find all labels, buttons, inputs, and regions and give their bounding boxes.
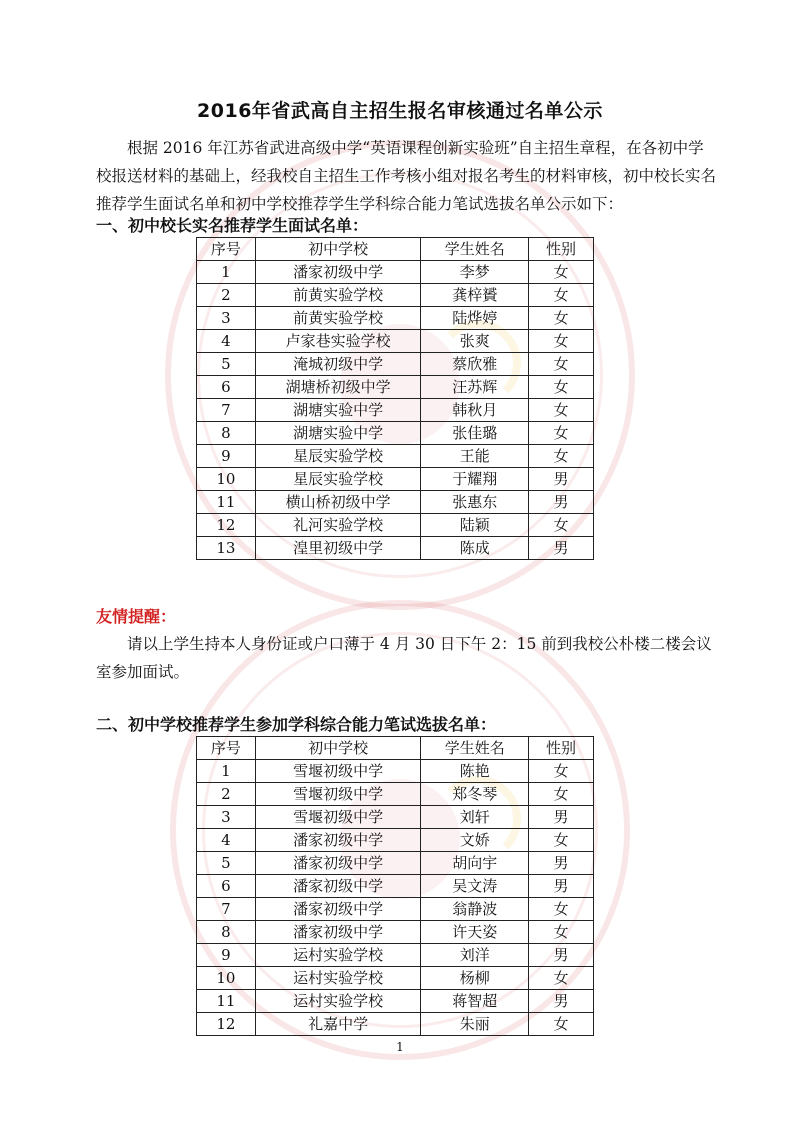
- student-name-cell: 陆颖: [421, 514, 529, 537]
- school-cell: 卢家巷实验学校: [255, 330, 421, 353]
- gender-cell: 男: [529, 806, 594, 829]
- school-cell: 礼嘉中学: [255, 1013, 421, 1036]
- table-header-row: [197, 737, 594, 760]
- gender-cell: 男: [529, 944, 594, 967]
- student-name-cell: 翁静波: [421, 898, 529, 921]
- school-cell: 礼河实验学校: [255, 514, 421, 537]
- column-header: 性别: [529, 737, 594, 760]
- school-cell: 淹城初级中学: [255, 353, 421, 376]
- column-header: 学生姓名: [421, 737, 529, 760]
- school-cell: 湖塘实验中学: [255, 399, 421, 422]
- row-number-cell: 10: [197, 468, 256, 491]
- row-number-cell: 5: [197, 353, 256, 376]
- section2-heading: 二、初中学校推荐学生参加学科综合能力笔试选拔名单：: [96, 715, 497, 734]
- section1-heading: 一、初中校长实名推荐学生面试名单：: [96, 216, 369, 235]
- student-name-cell: 刘洋: [421, 944, 529, 967]
- student-name-cell: 陈艳: [421, 760, 529, 783]
- gender-cell: 女: [529, 829, 594, 852]
- gender-cell: 男: [529, 852, 594, 875]
- gender-cell: 男: [529, 537, 594, 560]
- column-header: 性别: [529, 238, 594, 261]
- gender-cell: 女: [529, 261, 594, 284]
- column-header: 序号: [197, 238, 256, 261]
- gender-cell: 女: [529, 967, 594, 990]
- student-name-cell: 蔡欣雅: [421, 353, 529, 376]
- gender-cell: 男: [529, 468, 594, 491]
- gender-cell: 女: [529, 284, 594, 307]
- school-cell: 潘家初级中学: [255, 829, 421, 852]
- row-number-cell: 11: [197, 491, 256, 514]
- table-row: [197, 284, 594, 307]
- table-row: [197, 537, 594, 560]
- reminder-text: 请以上学生持本人身份证或户口薄于 4 月 30 日下午 2：15 前到我校公朴楼二楼会议室参加面试。: [96, 635, 712, 681]
- column-header: 序号: [197, 737, 256, 760]
- table-row: [197, 921, 594, 944]
- table-row: [197, 760, 594, 783]
- table-row: [197, 967, 594, 990]
- column-header: 初中学校: [255, 238, 421, 261]
- gender-cell: 女: [529, 376, 594, 399]
- student-name-cell: 韩秋月: [421, 399, 529, 422]
- gender-cell: 女: [529, 783, 594, 806]
- table-row: [197, 491, 594, 514]
- row-number-cell: 4: [197, 330, 256, 353]
- row-number-cell: 3: [197, 806, 256, 829]
- student-name-cell: 陆烨婷: [421, 307, 529, 330]
- gender-cell: 女: [529, 921, 594, 944]
- row-number-cell: 7: [197, 898, 256, 921]
- school-cell: 潘家初级中学: [255, 898, 421, 921]
- table-row: [197, 399, 594, 422]
- student-name-cell: 于耀翔: [421, 468, 529, 491]
- gender-cell: 男: [529, 990, 594, 1013]
- table-row: [197, 468, 594, 491]
- student-name-cell: 许天姿: [421, 921, 529, 944]
- row-number-cell: 12: [197, 514, 256, 537]
- school-cell: 前黄实验学校: [255, 307, 421, 330]
- school-cell: 星辰实验学校: [255, 445, 421, 468]
- school-cell: 潘家初级中学: [255, 261, 421, 284]
- row-number-cell: 9: [197, 445, 256, 468]
- table-row: [197, 852, 594, 875]
- student-name-cell: 汪苏辉: [421, 376, 529, 399]
- school-cell: 潘家初级中学: [255, 921, 421, 944]
- table-row: [197, 445, 594, 468]
- table-row: [197, 261, 594, 284]
- column-header: 学生姓名: [421, 238, 529, 261]
- row-number-cell: 6: [197, 875, 256, 898]
- intro-paragraph: 根据 2016 年江苏省武进高级中学“英语课程创新实验班”自主招生章程，在各初中学校报送材料的基础上，经我校自主招生工作考核小组对报名考生的材料审核，初中校长实名推荐学生面试名单和初中学校推荐学生学科综合能力笔试选拔名单公示如下：: [96, 139, 717, 213]
- student-name-cell: 朱丽: [421, 1013, 529, 1036]
- table-row: [197, 875, 594, 898]
- table-row: [197, 330, 594, 353]
- written-test-list-table: [196, 736, 594, 1036]
- school-cell: 雪堰初级中学: [255, 806, 421, 829]
- row-number-cell: 8: [197, 422, 256, 445]
- school-cell: 横山桥初级中学: [255, 491, 421, 514]
- table-row: [197, 990, 594, 1013]
- row-number-cell: 3: [197, 307, 256, 330]
- student-name-cell: 陈成: [421, 537, 529, 560]
- table-row: [197, 829, 594, 852]
- school-cell: 湟里初级中学: [255, 537, 421, 560]
- school-cell: 星辰实验学校: [255, 468, 421, 491]
- table-row: [197, 422, 594, 445]
- table-row: [197, 1013, 594, 1036]
- school-cell: 湖塘桥初级中学: [255, 376, 421, 399]
- column-header: 初中学校: [255, 737, 421, 760]
- gender-cell: 女: [529, 399, 594, 422]
- row-number-cell: 9: [197, 944, 256, 967]
- page-number: 1: [396, 1040, 404, 1054]
- table-row: [197, 783, 594, 806]
- row-number-cell: 2: [197, 284, 256, 307]
- gender-cell: 女: [529, 760, 594, 783]
- gender-cell: 女: [529, 445, 594, 468]
- student-name-cell: 吴文涛: [421, 875, 529, 898]
- reminder-title: 友情提醒：: [96, 607, 177, 626]
- school-cell: 前黄实验学校: [255, 284, 421, 307]
- table-row: [197, 944, 594, 967]
- school-cell: 潘家初级中学: [255, 852, 421, 875]
- row-number-cell: 5: [197, 852, 256, 875]
- row-number-cell: 12: [197, 1013, 256, 1036]
- student-name-cell: 李梦: [421, 261, 529, 284]
- school-cell: 运村实验学校: [255, 990, 421, 1013]
- student-name-cell: 龚梓贇: [421, 284, 529, 307]
- student-name-cell: 王能: [421, 445, 529, 468]
- table-row: [197, 353, 594, 376]
- gender-cell: 男: [529, 491, 594, 514]
- table-header-row: [197, 238, 594, 261]
- school-cell: 运村实验学校: [255, 944, 421, 967]
- row-number-cell: 1: [197, 261, 256, 284]
- gender-cell: 女: [529, 330, 594, 353]
- table-row: [197, 898, 594, 921]
- row-number-cell: 10: [197, 967, 256, 990]
- gender-cell: 女: [529, 1013, 594, 1036]
- student-name-cell: 郑冬琴: [421, 783, 529, 806]
- table-row: [197, 376, 594, 399]
- gender-cell: 女: [529, 514, 594, 537]
- row-number-cell: 1: [197, 760, 256, 783]
- school-cell: 运村实验学校: [255, 967, 421, 990]
- student-name-cell: 张佳璐: [421, 422, 529, 445]
- student-name-cell: 张爽: [421, 330, 529, 353]
- school-cell: 潘家初级中学: [255, 875, 421, 898]
- interview-list-table: [196, 237, 594, 560]
- row-number-cell: 8: [197, 921, 256, 944]
- school-cell: 雪堰初级中学: [255, 783, 421, 806]
- gender-cell: 女: [529, 898, 594, 921]
- row-number-cell: 13: [197, 537, 256, 560]
- gender-cell: 女: [529, 353, 594, 376]
- gender-cell: 女: [529, 422, 594, 445]
- school-cell: 湖塘实验中学: [255, 422, 421, 445]
- student-name-cell: 刘轩: [421, 806, 529, 829]
- student-name-cell: 杨柳: [421, 967, 529, 990]
- table-row: [197, 307, 594, 330]
- row-number-cell: 4: [197, 829, 256, 852]
- row-number-cell: 7: [197, 399, 256, 422]
- row-number-cell: 2: [197, 783, 256, 806]
- student-name-cell: 蒋智超: [421, 990, 529, 1013]
- table-row: [197, 806, 594, 829]
- table-row: [197, 514, 594, 537]
- student-name-cell: 张惠东: [421, 491, 529, 514]
- gender-cell: 女: [529, 307, 594, 330]
- school-cell: 雪堰初级中学: [255, 760, 421, 783]
- row-number-cell: 11: [197, 990, 256, 1013]
- student-name-cell: 胡向宇: [421, 852, 529, 875]
- row-number-cell: 6: [197, 376, 256, 399]
- gender-cell: 男: [529, 875, 594, 898]
- student-name-cell: 文娇: [421, 829, 529, 852]
- page-title: 2016年省武高自主招生报名审核通过名单公示: [197, 100, 603, 122]
